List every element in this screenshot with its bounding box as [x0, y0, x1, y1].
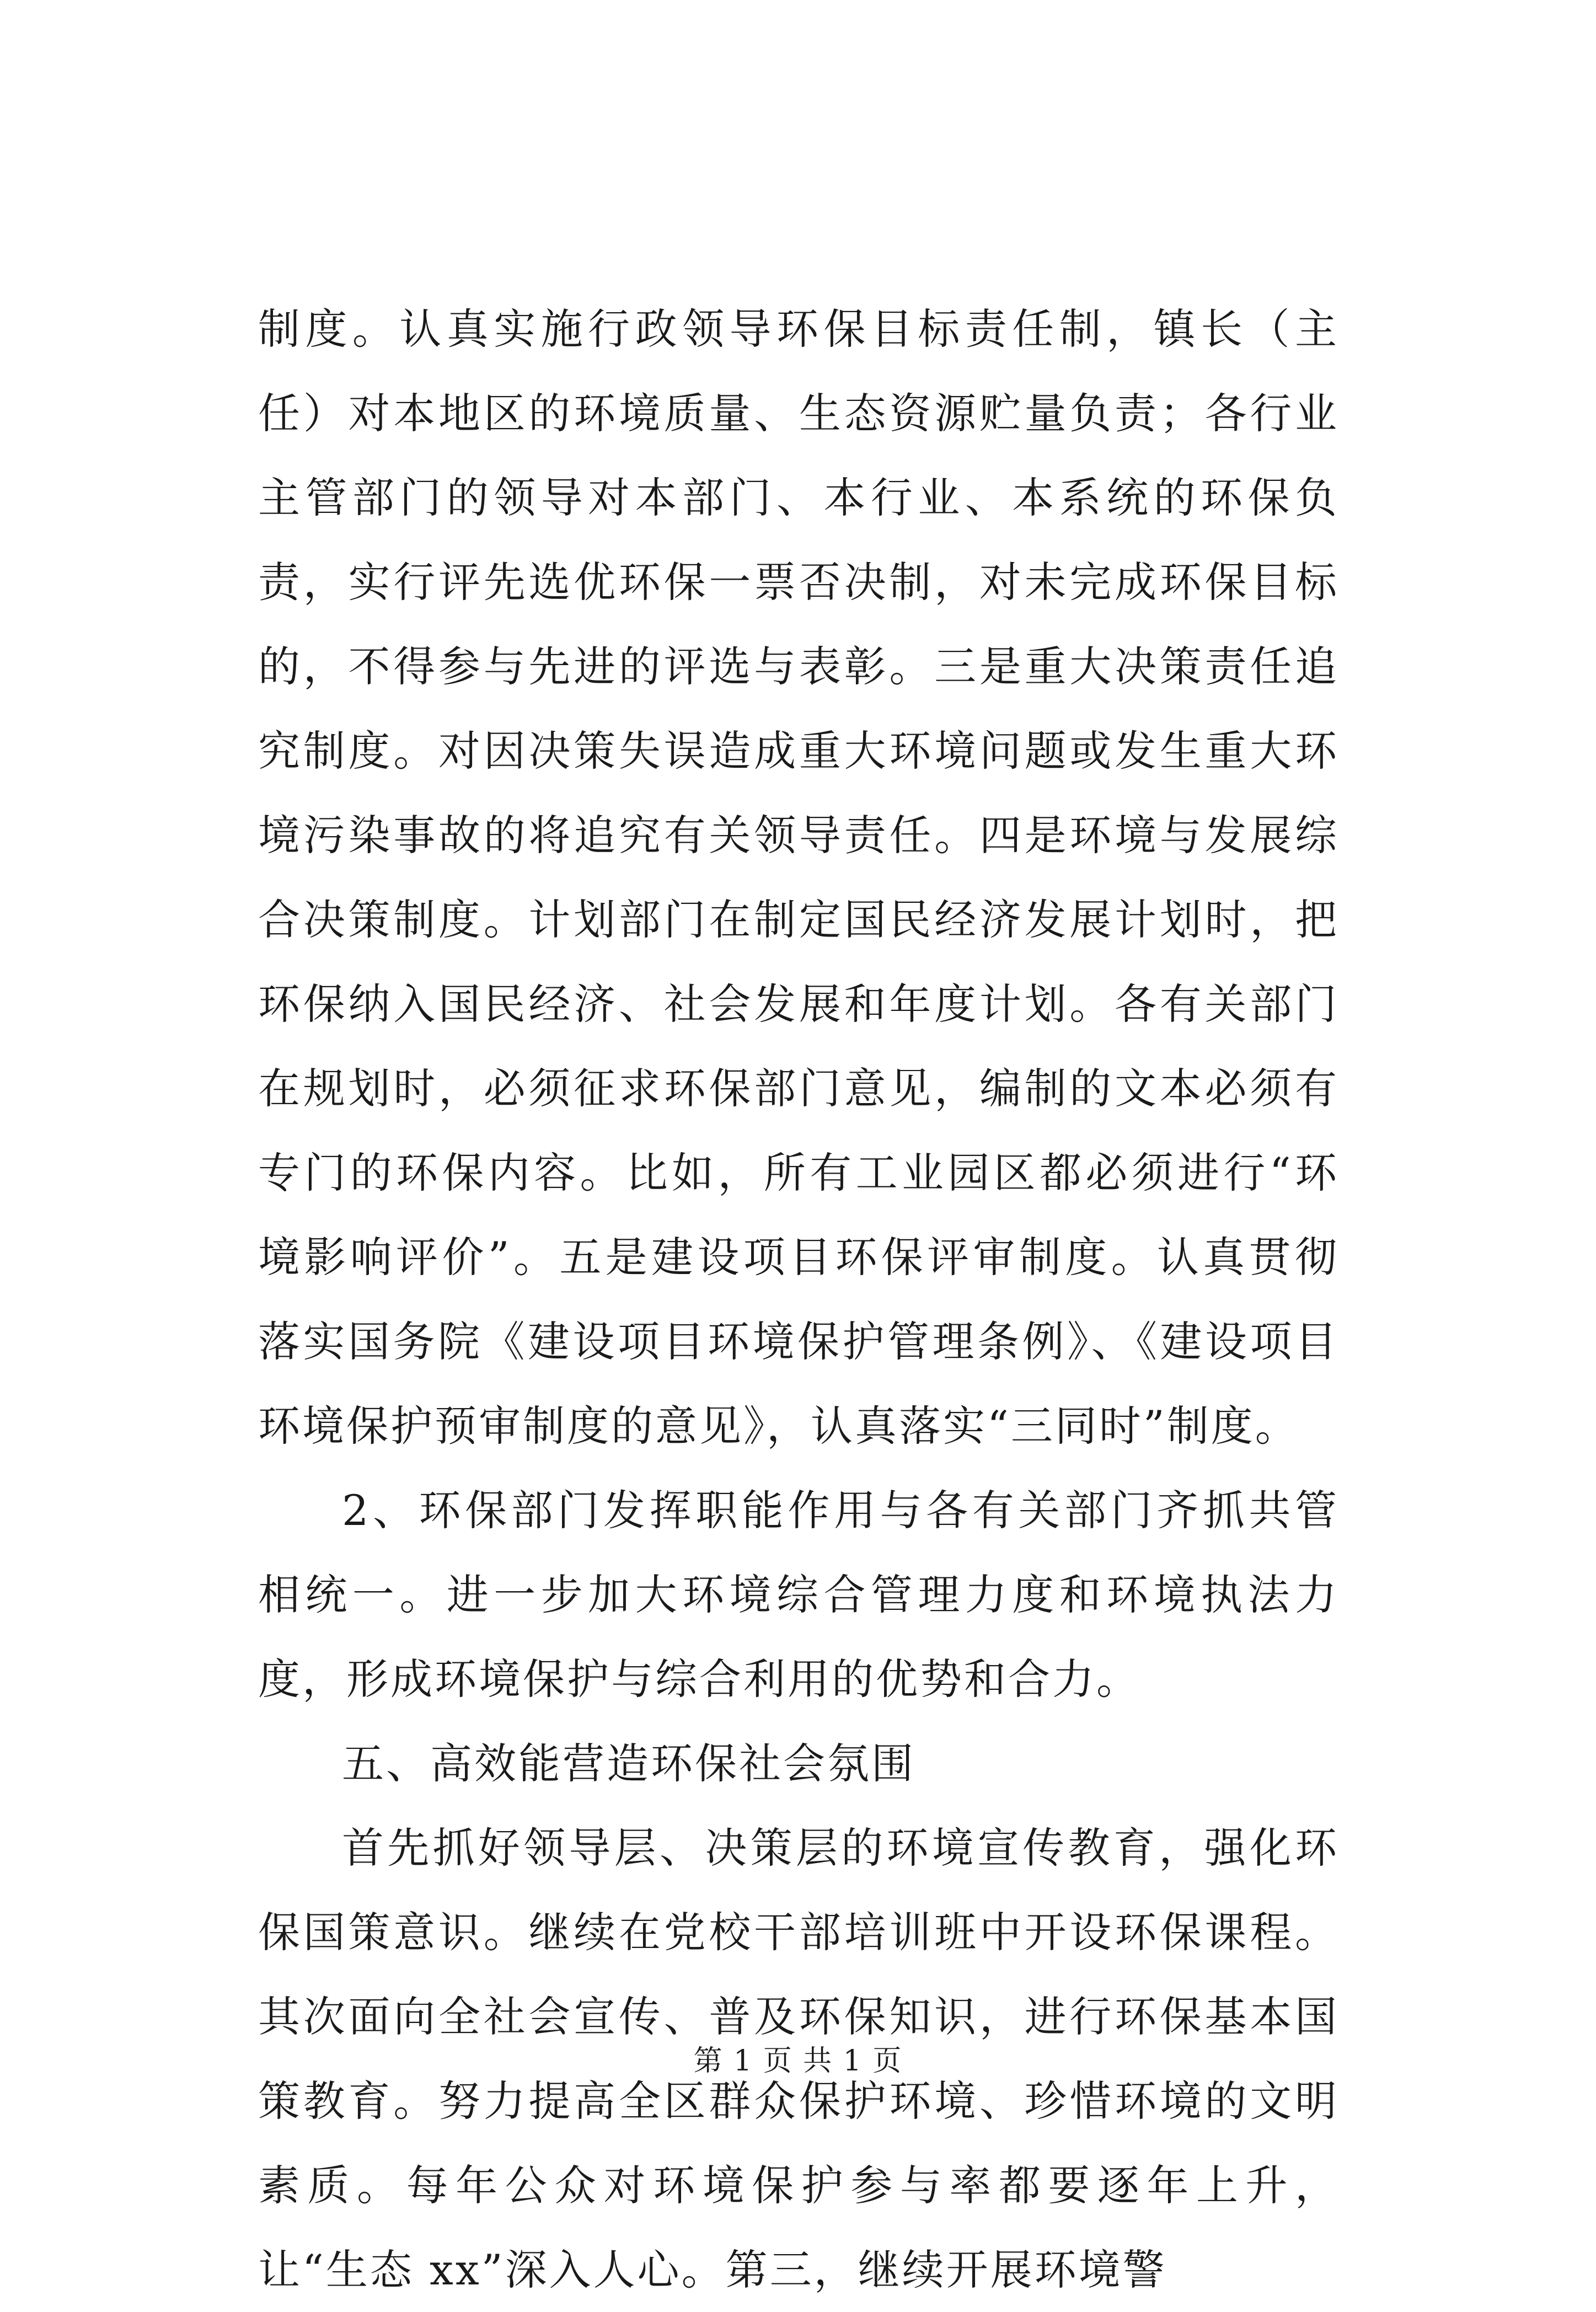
paragraph-responsibility-systems: 制度。认真实施行政领导环保目标责任制，镇长（主任）对本地区的环境质量、生态资源贮量负责；各行业主管部门的领导对本部门、本行业、本系统的环保负责，实行评先选优环保一票否决制，对未完成环保目标的，不得参与先进的评选与表彰。三是重大决策责任追究制度。对因决策失误造成重大环境问题或发生重大环境污染事故的将追究有关领导责任。四是环境与发展综合决策制度。计划部门在制定国民经济发展计划时，把环保纳入国民经济、社会发展和年度计划。各有关部门在规划时，必须征求环保部门意见，编制的文本必须有专门的环保内容。比如，所有工业园区都必须进行“环境影响评价”。五是建设项目环保评审制度。认真贯彻落实国务院《建设项目环境保护管理条例》、《建设项目环境保护预审制度的意见》，认真落实“三同时”制度。: [258, 304, 1339, 1451]
section-heading-5: 五、高效能营造环保社会氛围: [342, 1739, 915, 1788]
paragraph-item-2: 2、环保部门发挥职能作用与各有关部门齐抓共管相统一。进一步加大环境综合管理力度和环境执法力度，形成环境保护与综合利用的优势和合力。: [258, 1486, 1339, 1704]
paragraph-publicity-education: 首先抓好领导层、决策层的环境宣传教育，强化环保国策意识。继续在党校干部培训班中开设环保课程。其次面向全社会宣传、普及环保知识，进行环保基本国策教育。努力提高全区群众保护环境、珍惜环境的文明素质。每年公众对环境保护参与率都要逐年上升，让“生态 xx”深入人心。第三，继续开展环境警: [258, 1823, 1339, 2294]
document-body: [258, 287, 1339, 2312]
page-footer: 第 1 页 共 1 页: [693, 2045, 903, 2078]
